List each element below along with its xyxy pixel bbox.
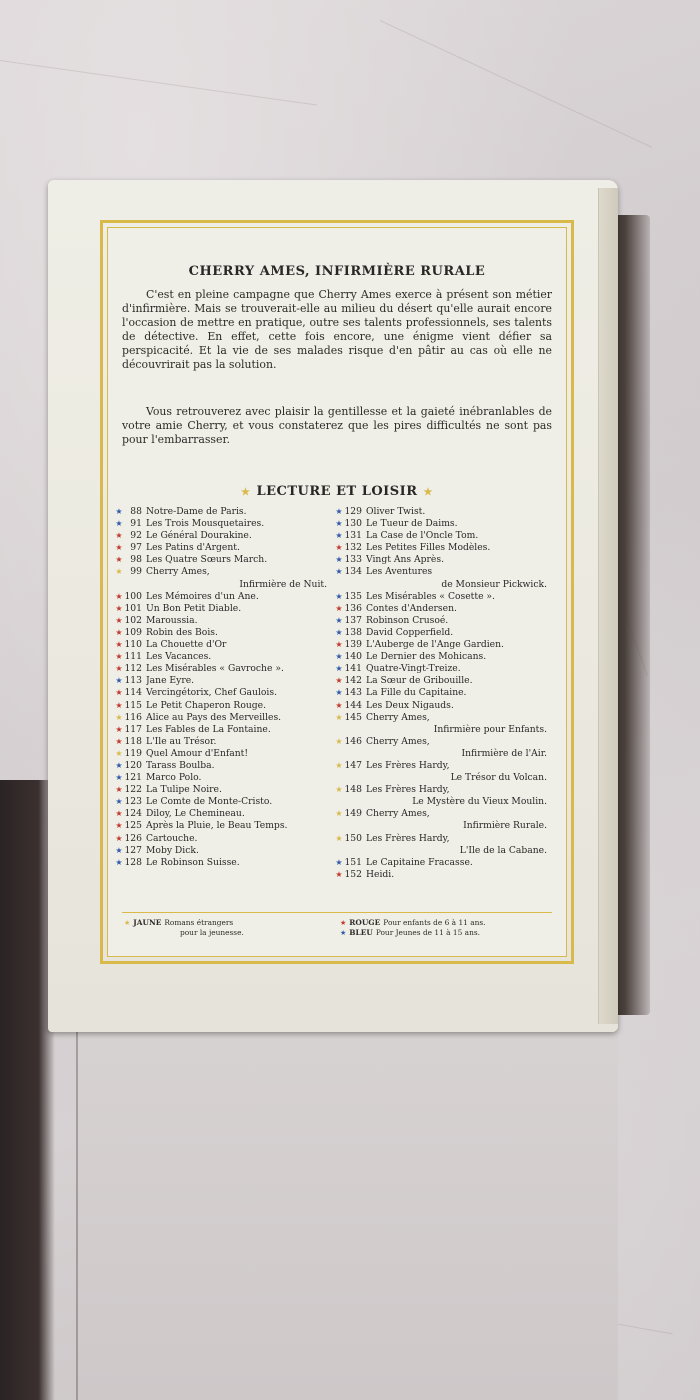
blue-star-icon: ★: [335, 688, 343, 698]
red-star-icon: ★: [115, 640, 123, 650]
list-item-title: Les Quatre Sœurs March.: [146, 554, 268, 566]
legend-divider: [122, 912, 552, 913]
list-item-number: 132: [344, 542, 362, 554]
legend-blue-label: BLEU: [349, 928, 373, 937]
list-item-title: Cherry Ames,: [366, 735, 430, 747]
list-item: [114, 591, 329, 603]
list-item-title: Cherry Ames,: [146, 566, 210, 578]
list-item: [334, 808, 549, 820]
list-item: [334, 603, 549, 615]
list-item: [114, 736, 329, 748]
list-item-title: La Case de l'Oncle Tom.: [366, 530, 479, 542]
list-item: [334, 857, 549, 869]
list-item-title: Les Trois Mousquetaires.: [146, 518, 265, 530]
yellow-star-icon: ★: [335, 833, 343, 843]
red-star-icon: ★: [115, 531, 123, 541]
list-item: [114, 506, 329, 518]
list-item: [334, 675, 549, 687]
yellow-star-icon: ★: [115, 748, 123, 758]
blue-star-icon: ★: [335, 664, 343, 674]
list-item-number: 119: [124, 747, 142, 759]
list-item: [114, 772, 329, 784]
list-item-title: La Chouette d'Or: [146, 639, 227, 651]
list-item-number: 116: [124, 711, 142, 723]
list-item-title: Infirmière Rurale.: [463, 820, 547, 832]
list-item-title: Les Aventures: [366, 566, 433, 578]
list-item: [114, 712, 329, 724]
blue-star-icon: ★: [115, 797, 123, 807]
list-item: [334, 530, 549, 542]
list-item-title: Infirmière de l'Air.: [461, 747, 547, 759]
list-item: [114, 615, 329, 627]
yellow-star-icon: ★: [115, 712, 123, 722]
list-item-title: Les Misérables « Gavroche ».: [146, 663, 284, 675]
list-item: [114, 724, 329, 736]
list-item-number: 145: [344, 711, 362, 723]
list-item-number: 91: [130, 518, 142, 530]
list-item-title: La Sœur de Gribouille.: [366, 675, 473, 687]
list-item-title: Les Deux Nigauds.: [366, 699, 454, 711]
blue-star-icon: ★: [335, 507, 343, 516]
gold-frame-inner: [107, 227, 567, 957]
list-item: [114, 518, 329, 530]
list-item: [114, 675, 329, 687]
list-item: [334, 833, 549, 845]
list-item-number: 100: [124, 590, 142, 602]
list-item: [334, 615, 549, 627]
list-item-title: Les Vacances.: [146, 651, 212, 663]
list-item-title: Les Misérables « Cosette ».: [366, 590, 495, 602]
list-item: [114, 663, 329, 675]
list-item: [334, 518, 549, 530]
list-item-number: 146: [344, 735, 362, 747]
list-item-number: 124: [124, 808, 142, 820]
list-item-title: Heidi.: [366, 868, 395, 880]
list-item-title: Cherry Ames,: [366, 808, 430, 820]
red-star-icon: ★: [115, 627, 123, 637]
list-item: [334, 700, 549, 712]
list-item-continuation: [334, 845, 549, 857]
series-title: [108, 484, 566, 499]
red-star-icon: ★: [335, 700, 343, 710]
book-spine: [598, 188, 618, 1024]
list-item-number: 152: [344, 868, 362, 880]
list-item-title: Après la Pluie, le Beau Temps.: [146, 820, 288, 832]
red-star-icon: ★: [340, 919, 347, 927]
legend-yellow-text-2: pour la jeunesse.: [180, 928, 244, 937]
book-list-left: [114, 506, 329, 869]
list-item-title: Quel Amour d'Enfant!: [146, 747, 249, 759]
list-item: [114, 845, 329, 857]
list-item-continuation: [334, 748, 549, 760]
list-item: [114, 784, 329, 796]
list-item: [334, 712, 549, 724]
series-title-text: LECTURE ET LOISIR: [256, 484, 418, 499]
list-item: [114, 760, 329, 772]
list-item: [334, 542, 549, 554]
blue-star-icon: ★: [115, 845, 123, 855]
list-item-title: Cherry Ames,: [366, 711, 430, 723]
blue-star-icon: ★: [115, 507, 123, 516]
list-item-title: Maroussia.: [146, 614, 198, 626]
list-item: [114, 808, 329, 820]
book-list-right: [334, 506, 549, 881]
list-item-continuation: [114, 579, 329, 591]
list-item-number: 88: [130, 506, 142, 517]
list-item-number: 137: [344, 614, 362, 626]
red-star-icon: ★: [335, 676, 343, 686]
red-star-icon: ★: [115, 664, 123, 674]
list-item-number: 138: [344, 626, 362, 638]
list-item-number: 134: [344, 566, 362, 578]
list-item: [334, 736, 549, 748]
list-item: [114, 603, 329, 615]
list-item-title: Marco Polo.: [146, 772, 202, 784]
red-star-icon: ★: [115, 603, 123, 613]
blue-star-icon: ★: [115, 676, 123, 686]
list-item-title: Cartouche.: [146, 832, 198, 844]
blue-star-icon: ★: [115, 857, 123, 867]
blue-star-icon: ★: [335, 555, 343, 565]
list-item: [114, 833, 329, 845]
list-item-number: 136: [344, 602, 362, 614]
list-item-title: Les Patins d'Argent.: [146, 542, 240, 554]
list-item: [334, 651, 549, 663]
red-star-icon: ★: [335, 640, 343, 650]
list-item-title: La Tulipe Noire.: [146, 784, 222, 796]
list-item-title: Oliver Twist.: [366, 506, 426, 517]
list-item: [334, 591, 549, 603]
list-item: [114, 627, 329, 639]
blue-star-icon: ★: [335, 857, 343, 867]
list-item: [334, 627, 549, 639]
list-item: [114, 687, 329, 699]
list-item-title: L'Ile au Trésor.: [146, 735, 217, 747]
blue-star-icon: ★: [335, 567, 343, 577]
list-item-continuation: [334, 820, 549, 832]
list-item-number: 118: [124, 735, 142, 747]
red-star-icon: ★: [335, 869, 343, 879]
list-item-number: 144: [344, 699, 362, 711]
list-item: [114, 820, 329, 832]
list-item: [114, 651, 329, 663]
red-star-icon: ★: [115, 688, 123, 698]
list-item-continuation: [334, 796, 549, 808]
yellow-star-icon: ★: [124, 919, 131, 927]
list-item: [114, 639, 329, 651]
list-item-title: Diloy, Le Chemineau.: [146, 808, 245, 820]
red-star-icon: ★: [115, 809, 123, 819]
red-star-icon: ★: [335, 543, 343, 553]
list-item-title: Moby Dick.: [146, 844, 199, 856]
list-item-title: Le Dernier des Mohicans.: [366, 651, 487, 663]
list-item-title: Notre-Dame de Paris.: [146, 506, 247, 517]
list-item: [334, 506, 549, 518]
list-item: [114, 857, 329, 869]
legend-red-text: Pour enfants de 6 à 11 ans.: [383, 918, 486, 927]
legend-yellow: [124, 918, 304, 937]
list-item-title: Les Frères Hardy,: [366, 759, 450, 771]
list-item-number: 122: [124, 784, 142, 796]
list-item-number: 142: [344, 675, 362, 687]
list-item-title: Les Mémoires d'un Ane.: [146, 590, 259, 602]
list-item-number: 129: [344, 506, 362, 517]
summary-paragraph-1: C'est en pleine campagne que Cherry Ames exerce à présent son métier d'infirmière. Mais se trouverait-elle au milieu du désert qu'elle aurait encore l'occasion de mettre en pratique, outre ses talents professionnels, ses talents de détective. En effet, cette fois encore, une énigme vient défier sa perspicacité. Et la vie de ses malades risque d'en pâtir au cas où elle ne découvrirait pas la solution.: [122, 288, 552, 371]
list-item: [114, 700, 329, 712]
red-star-icon: ★: [335, 603, 343, 613]
list-item: [114, 530, 329, 542]
red-star-icon: ★: [115, 785, 123, 795]
book-lower-edge: [78, 1000, 618, 1400]
list-item: [114, 748, 329, 760]
red-star-icon: ★: [115, 615, 123, 625]
list-item: [114, 796, 329, 808]
list-item-number: 151: [344, 856, 362, 868]
book-title: CHERRY AMES, INFIRMIÈRE RURALE: [188, 264, 486, 279]
yellow-star-icon: ★: [115, 567, 123, 577]
list-item-title: Robinson Crusoé.: [366, 614, 449, 626]
blue-star-icon: ★: [335, 627, 343, 637]
list-item-title: Le Général Dourakine.: [146, 530, 252, 542]
list-item: [334, 687, 549, 699]
list-item-number: 115: [124, 699, 142, 711]
list-item-number: 147: [344, 759, 362, 771]
list-item-title: Les Frères Hardy,: [366, 832, 450, 844]
list-item: [334, 554, 549, 566]
red-star-icon: ★: [115, 591, 123, 601]
list-item-title: L'Auberge de l'Ange Gardien.: [366, 639, 504, 651]
list-item-title: Le Capitaine Fracasse.: [366, 856, 473, 868]
list-item-title: Un Bon Petit Diable.: [146, 602, 242, 614]
red-star-icon: ★: [115, 833, 123, 843]
list-item-title: Le Petit Chaperon Rouge.: [146, 699, 267, 711]
blue-star-icon: ★: [115, 773, 123, 783]
list-item-title: Robin des Bois.: [146, 626, 218, 638]
blue-star-icon: ★: [335, 591, 343, 601]
list-item-number: 110: [124, 639, 142, 651]
blue-star-icon: ★: [335, 519, 343, 529]
list-item-number: 117: [124, 723, 142, 735]
blue-star-icon: ★: [335, 615, 343, 625]
legend-blue-text: Pour Jeunes de 11 à 15 ans.: [375, 928, 480, 937]
list-item-number: 148: [344, 784, 362, 796]
red-star-icon: ★: [115, 555, 123, 565]
list-item-number: 99: [130, 566, 142, 578]
list-item-number: 149: [344, 808, 362, 820]
list-item-number: 133: [344, 554, 362, 566]
yellow-star-icon: ★: [335, 712, 343, 722]
list-item: [334, 784, 549, 796]
list-item-title: Vercingétorix, Chef Gaulois.: [146, 687, 277, 699]
list-item-title: David Copperfield.: [366, 626, 454, 638]
list-item-number: 112: [124, 663, 142, 675]
list-item-title: L'Ile de la Cabane.: [459, 844, 547, 856]
star-icon: ★: [240, 487, 251, 498]
list-item-title: Le Comte de Monte-Cristo.: [146, 796, 273, 808]
legend-red-blue: [340, 918, 555, 938]
list-item-title: Contes d'Andersen.: [366, 602, 457, 614]
list-item: [334, 760, 549, 772]
list-item-continuation: [334, 772, 549, 784]
list-item: [334, 663, 549, 675]
list-item-number: 131: [344, 530, 362, 542]
list-item-number: 114: [124, 687, 142, 699]
list-item-title: Quatre-Vingt-Treize.: [366, 663, 461, 675]
list-item-title: Jane Eyre.: [146, 675, 195, 687]
red-star-icon: ★: [115, 724, 123, 734]
summary-paragraph-2: Vous retrouverez avec plaisir la gentillesse et la gaieté inébranlables de votre amie Cherry, et vous constaterez que les pires difficultés ne sont pas pour l'embarrasser.: [122, 405, 552, 446]
list-item-title: Alice au Pays des Merveilles.: [146, 711, 282, 723]
legend-yellow-text-1: Romans étrangers: [164, 918, 234, 927]
yellow-star-icon: ★: [335, 760, 343, 770]
list-item-title: Le Robinson Suisse.: [146, 856, 240, 868]
list-item: [334, 639, 549, 651]
legend-red-label: ROUGE: [349, 918, 381, 927]
list-item-number: 102: [124, 614, 142, 626]
list-item-number: 130: [344, 518, 362, 530]
legend-blue: [340, 928, 555, 938]
list-item: [114, 554, 329, 566]
list-item-number: 125: [124, 820, 142, 832]
list-item-number: 140: [344, 651, 362, 663]
list-item-number: 135: [344, 590, 362, 602]
book-back-cover: [48, 180, 618, 1032]
yellow-star-icon: ★: [335, 785, 343, 795]
list-item-number: 139: [344, 639, 362, 651]
list-item-number: 127: [124, 844, 142, 856]
red-star-icon: ★: [115, 700, 123, 710]
list-item-title: Le Tueur de Daims.: [366, 518, 458, 530]
list-item-number: 101: [124, 602, 142, 614]
list-item-title: Le Trésor du Volcan.: [450, 772, 547, 784]
list-item-number: 113: [124, 675, 142, 687]
list-item-number: 141: [344, 663, 362, 675]
list-item-title: de Monsieur Pickwick.: [441, 578, 547, 590]
list-item: [114, 566, 329, 578]
star-icon: ★: [423, 487, 433, 498]
list-item-number: 92: [130, 530, 142, 542]
red-star-icon: ★: [115, 821, 123, 831]
list-item-number: 97: [130, 542, 142, 554]
dark-object-left: [0, 780, 55, 1400]
list-item-number: 120: [124, 759, 142, 771]
legend-red: [340, 918, 555, 928]
blue-star-icon: ★: [335, 531, 343, 541]
list-item-title: Le Mystère du Vieux Moulin.: [412, 796, 547, 808]
list-item-title: Vingt Ans Après.: [366, 554, 444, 566]
list-item-number: 126: [124, 832, 142, 844]
list-item-title: Infirmière de Nuit.: [239, 578, 327, 590]
list-item-title: La Fille du Capitaine.: [366, 687, 467, 699]
blue-star-icon: ★: [335, 652, 343, 662]
list-item-number: 98: [130, 554, 142, 566]
list-item-number: 143: [344, 687, 362, 699]
list-item-title: Les Frères Hardy,: [366, 784, 450, 796]
list-item-title: Les Fables de La Fontaine.: [146, 723, 271, 735]
yellow-star-icon: ★: [335, 809, 343, 819]
yellow-star-icon: ★: [335, 736, 343, 746]
list-item-continuation: [334, 724, 549, 736]
list-item-continuation: [334, 579, 549, 591]
legend-yellow-label: JAUNE: [133, 918, 162, 927]
list-item-number: 121: [124, 772, 142, 784]
list-item-number: 109: [124, 626, 142, 638]
red-star-icon: ★: [115, 543, 123, 553]
list-item: [334, 566, 549, 578]
list-item-number: 150: [344, 832, 362, 844]
blue-star-icon: ★: [115, 519, 123, 529]
red-star-icon: ★: [115, 736, 123, 746]
list-item-number: 128: [124, 856, 142, 868]
list-item: [114, 542, 329, 554]
list-item-title: Infirmière pour Enfants.: [433, 723, 547, 735]
list-item-title: Tarass Boulba.: [146, 759, 215, 771]
list-item-number: 123: [124, 796, 142, 808]
blue-star-icon: ★: [115, 760, 123, 770]
blue-star-icon: ★: [340, 929, 347, 937]
list-item-title: Les Petites Filles Modèles.: [366, 542, 491, 554]
list-item: [334, 869, 549, 881]
list-item-number: 111: [124, 651, 142, 663]
red-star-icon: ★: [115, 652, 123, 662]
